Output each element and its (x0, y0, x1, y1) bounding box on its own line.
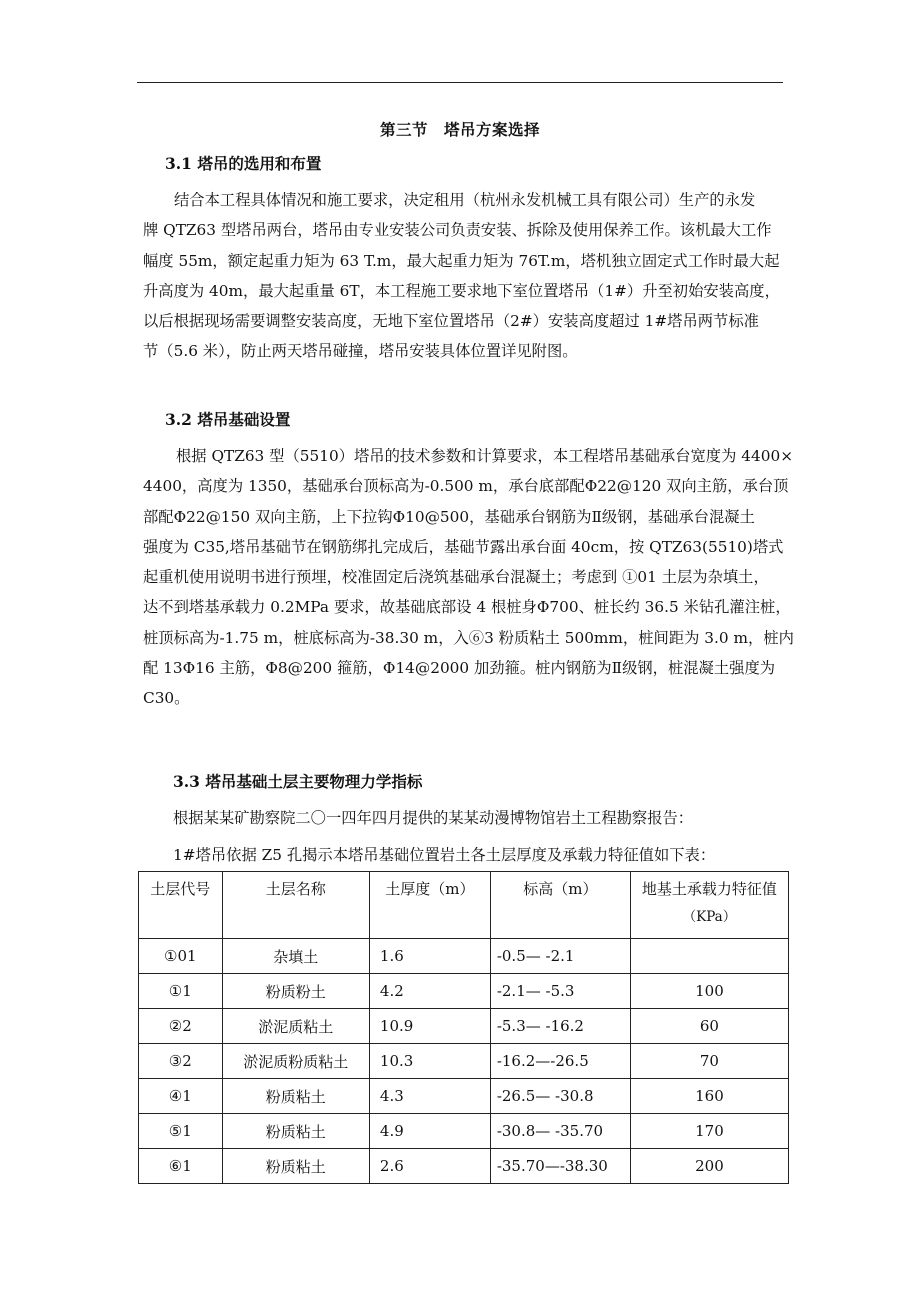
cell-layer-name: 淤泥质粉质粘土 (222, 1044, 369, 1079)
heading-3-1: 3.1 塔吊的选用和布置 (165, 154, 322, 173)
cell-thickness: 1.6 (369, 939, 490, 974)
soil-properties-table (138, 871, 789, 1184)
paragraph-line: 起重机使用说明书进行预埋，校准固定后浇筑基础承台混凝土；考虑到 ①01 土层为杂填土， (143, 568, 769, 587)
cell-layer-name: 淤泥质粘土 (222, 1009, 369, 1044)
cell-bearing-capacity: 70 (630, 1044, 788, 1079)
heading-3-3: 3.3 塔吊基础土层主要物理力学指标 (173, 772, 423, 791)
paragraph-line: 根据 QTZ63 型（5510）塔吊的技术参数和计算要求，本工程塔吊基础承台宽度为 4400× (176, 447, 794, 465)
table-intro-line: 1#塔吊依据 Z5 孔揭示本塔吊基础位置岩土各土层厚度及承载力特征值如下表： (173, 846, 716, 864)
cell-elevation: -2.1— -5.3 (490, 974, 630, 1009)
paragraph-line: 配 13Φ16 主筋，Φ8@200 箍筋，Φ14@2000 加劲箍。桩内钢筋为Ⅱ级钢，桩混凝土强度为 (143, 659, 776, 678)
cell-layer-name: 粉质粘土 (222, 1149, 369, 1184)
header-bearing-capacity (630, 872, 788, 939)
table-row (139, 1009, 789, 1044)
table-row (139, 974, 789, 1009)
paragraph-line: 幅度 55m，额定起重力矩为 63 T.m，最大起重力矩为 76T.m，塔机独立固定式工作时最大起 (143, 251, 780, 270)
section-title: 第三节 塔吊方案选择 (379, 120, 540, 139)
cell-layer-code: ⑤1 (139, 1114, 223, 1149)
paragraph-line: 部配Φ22@150 双向主筋，上下拉钩Φ10@500，基础承台钢筋为Ⅱ级钢，基础承台混凝土 (143, 507, 755, 526)
paragraph-line: 节（5.6 米），防止两天塔吊碰撞，塔吊安装具体位置详见附图。 (143, 342, 578, 361)
cell-layer-name: 粉质粉土 (222, 974, 369, 1009)
cell-bearing-capacity: 200 (630, 1149, 788, 1184)
cell-thickness: 10.3 (369, 1044, 490, 1079)
cell-bearing-capacity: 100 (630, 974, 788, 1009)
cell-layer-code: ⑥1 (139, 1149, 223, 1184)
paragraph-line: 4400，高度为 1350，基础承台顶标高为-0.500 m，承台底部配Φ22@120 双向主筋，承台顶 (143, 477, 789, 496)
cell-bearing-capacity (630, 939, 788, 974)
paragraph-line: 牌 QTZ63 型塔吊两台，塔吊由专业安装公司负责安装、拆除及使用保养工作。该机最大工作 (143, 221, 772, 240)
cell-thickness: 2.6 (369, 1149, 490, 1184)
header-layer-name: 土层名称 (222, 872, 369, 939)
paragraph-3-2 (143, 441, 793, 714)
table-row (139, 939, 789, 974)
cell-layer-code: ①01 (139, 939, 223, 974)
table-row (139, 1114, 789, 1149)
paragraph-3-1 (143, 185, 793, 367)
heading-3-2: 3.2 塔吊基础设置 (165, 410, 291, 429)
paragraph-line: 升高度为 40m，最大起重量 6T，本工程施工要求地下室位置塔吊（1#）升至初始安装高度， (143, 281, 780, 300)
cell-layer-code: ④1 (139, 1079, 223, 1114)
cell-bearing-capacity: 160 (630, 1079, 788, 1114)
cell-bearing-capacity: 60 (630, 1009, 788, 1044)
table-header-row (139, 872, 789, 939)
paragraph-line: 达不到塔基承载力 0.2MPa 要求，故基础底部设 4 根桩身Φ700、桩长约 36.5 米钻孔灌注桩， (143, 598, 791, 617)
cell-thickness: 10.9 (369, 1009, 490, 1044)
paragraph-line: 结合本工程具体情况和施工要求，决定租用（杭州永发机械工具有限公司）生产的永发 (174, 191, 756, 209)
paragraph-line: 强度为 C35,塔吊基础节在钢筋绑扎完成后，基础节露出承台面 40cm，按 QTZ63(5510)塔式 (143, 537, 784, 556)
cell-layer-name: 杂填土 (222, 939, 369, 974)
table-row (139, 1149, 789, 1184)
header-bearing-unit: （KPa） (682, 909, 737, 925)
paragraph-line: 桩顶标高为-1.75 m，桩底标高为-38.30 m，入⑥3 粉质粘土 500mm，桩间距为 3.0 m，桩内 (143, 628, 794, 647)
cell-layer-code: ①1 (139, 974, 223, 1009)
cell-elevation: -30.8— -35.70 (490, 1114, 630, 1149)
header-thickness: 土厚度（m） (369, 872, 490, 939)
cell-elevation: -26.5— -30.8 (490, 1079, 630, 1114)
cell-thickness: 4.3 (369, 1079, 490, 1114)
cell-elevation: -16.2—-26.5 (490, 1044, 630, 1079)
header-elevation: 标高（m） (490, 872, 630, 939)
cell-layer-name: 粉质粘土 (222, 1079, 369, 1114)
cell-layer-name: 粉质粘土 (222, 1114, 369, 1149)
header-layer-code: 土层代号 (139, 872, 223, 939)
cell-elevation: -0.5— -2.1 (490, 939, 630, 974)
cell-elevation: -35.70—-38.30 (490, 1149, 630, 1184)
cell-thickness: 4.2 (369, 974, 490, 1009)
table-row (139, 1079, 789, 1114)
table-row (139, 1044, 789, 1079)
header-rule (137, 82, 783, 83)
report-source-line: 根据某某矿勘察院二〇一四年四月提供的某某动漫博物馆岩土工程勘察报告： (173, 809, 694, 827)
cell-thickness: 4.9 (369, 1114, 490, 1149)
header-bearing-label: 地基土承载力特征值 (641, 880, 777, 898)
paragraph-line: 以后根据现场需要调整安装高度，无地下室位置塔吊（2#）安装高度超过 1#塔吊两节标准 (143, 312, 759, 331)
cell-layer-code: ②2 (139, 1009, 223, 1044)
cell-elevation: -5.3— -16.2 (490, 1009, 630, 1044)
cell-bearing-capacity: 170 (630, 1114, 788, 1149)
cell-layer-code: ③2 (139, 1044, 223, 1079)
paragraph-line: C30。 (143, 689, 190, 708)
